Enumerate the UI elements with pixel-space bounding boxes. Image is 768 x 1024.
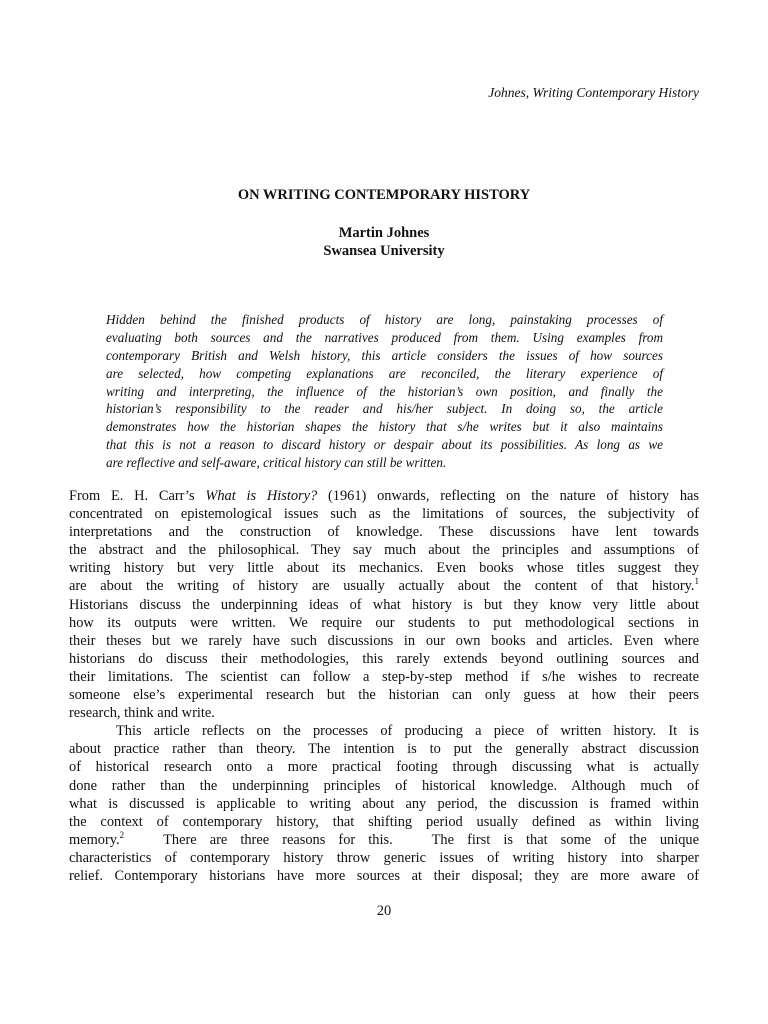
author-block: [0, 224, 768, 260]
abstract-line: Hidden behind the finished products of history are long, painstaking processes of: [106, 312, 663, 327]
body-line: concentrated on epistemological issues such as the limitations of sources, the subjectivity of: [69, 506, 699, 523]
body-line: research, think and write.: [69, 705, 215, 722]
text-run: (1961) onwards, reflecting on the nature of history has: [317, 488, 699, 504]
abstract-line: writing and interpreting, the influence of the historian’s own position, and finally the: [106, 383, 663, 399]
abstract-line: demonstrates how the historian shapes the history that s/he writes but it also maintains: [106, 419, 663, 435]
abstract-line: that this is not a reason to discard history or despair about its possibilities. As long as we: [106, 437, 663, 453]
article-title: ON WRITING CONTEMPORARY HISTORY: [237, 187, 531, 203]
author-name: Martin Johnes: [338, 225, 430, 241]
text-run: There are three reasons for this. The first is that some of the unique: [124, 831, 699, 848]
body-text: [69, 487, 699, 885]
running-head: Johnes, Writing Contemporary History: [488, 85, 699, 100]
abstract-line: historian’s responsibility to the reader and his/her subject. In doing so, the article: [106, 401, 663, 417]
text-run: memory.: [69, 831, 120, 848]
body-line: the context of contemporary history, that shifting period usually defined as within living: [69, 813, 699, 830]
body-line: Historians discuss the underpinning ideas of what history is but they know very little about: [69, 596, 699, 613]
body-line: relief. Contemporary historians have more sources at their disposal; they are more aware of: [69, 867, 699, 884]
footnote-ref[interactable]: 1: [694, 576, 699, 587]
abstract: [106, 311, 663, 472]
page-number: 20: [376, 903, 392, 919]
body-line: how its outputs were written. We require our students to put methodological sections in: [69, 614, 699, 631]
body-line: [69, 831, 699, 849]
body-line: characteristics of contemporary history throw generic issues of writing history into sharper: [69, 849, 699, 866]
body-line: This article reflects on the processes of producing a piece of written history. It is: [116, 723, 699, 740]
body-line: historians do discuss their methodologies, this rarely extends beyond outlining sources and: [69, 650, 699, 667]
body-line: the abstract and the philosophical. They say much about the principles and assumptions of: [69, 542, 699, 559]
body-line: [69, 487, 699, 505]
body-line: about practice rather than theory. The intention is to put the generally abstract discussion: [69, 741, 699, 758]
author-affiliation: Swansea University: [323, 243, 445, 259]
abstract-line: are selected, how competing explanations are reconciled, the literary experience of: [106, 365, 663, 381]
body-line: of historical research onto a more practical footing through discussing what is actually: [69, 759, 699, 776]
text-run: are about the writing of history are usually actually about the content of that history.: [69, 578, 695, 595]
body-line: interpretations and the construction of knowledge. These discussions have lent towards: [69, 524, 699, 541]
body-line: someone else’s experimental research but the historian can only guess at how their peers: [69, 687, 699, 704]
book-title: What is History?: [205, 488, 318, 504]
abstract-line: are reflective and self-aware, critical history can still be written.: [106, 455, 447, 471]
body-line: [69, 577, 699, 595]
body-line: their theses but we rarely have such discussions in our own books and articles. Even where: [69, 632, 699, 649]
body-line: their limitations. The scientist can follow a step-by-step method if s/he wishes to recreate: [69, 668, 699, 685]
body-line: done rather than the underpinning principles of historical knowledge. Although much of: [69, 777, 699, 794]
abstract-line: contemporary British and Welsh history, this article considers the issues of how sources: [106, 347, 663, 363]
body-line: writing history but very little about its mechanics. Even books whose titles suggest they: [69, 560, 699, 577]
footnote-ref[interactable]: 2: [119, 829, 125, 840]
text-run: From E. H. Carr’s: [69, 488, 206, 504]
abstract-line: evaluating both sources and the narratives produced from them. Using examples from: [106, 329, 663, 345]
body-line: what is discussed is applicable to writing about any period, the discussion is framed within: [69, 795, 699, 812]
